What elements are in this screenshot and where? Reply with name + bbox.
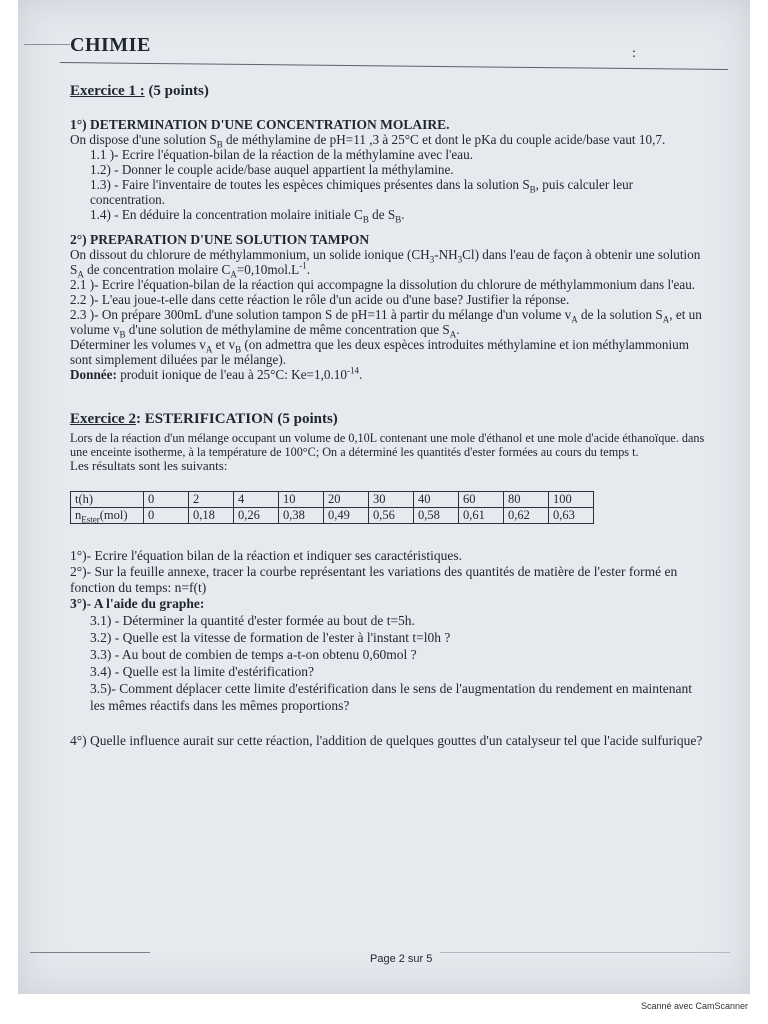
question-2-2: 2.2 )- L'eau joue-t-elle dans cette réaction le rôle d'un acide ou d'une base? Justifier la réponse. — [70, 292, 570, 307]
table-cell: 10 — [279, 492, 324, 508]
table-cell: 0,58 — [414, 508, 459, 524]
table-cell: 0 — [144, 492, 189, 508]
table-cell: 40 — [414, 492, 459, 508]
page-content — [70, 84, 710, 763]
question-1-4: 1.4) - En déduire la concentration molaire initiale $C_B$ de $S_B$. — [90, 207, 405, 225]
footer-rule — [440, 952, 730, 953]
question-2-1: 2.1 )- Ecrire l'équation-bilan de la réaction qui accompagne la dissolution du chlorure de méthylammonium dans l'eau. — [70, 277, 696, 292]
exercise-2-intro: Lors de la réaction d'un mélange occupant un volume de 0,10L contenant une mole d'éthanol et une mole d'acide éthanoïque. dans une enceinte isotherme, à la température de 100°C; On a déterminé les quantités d'ester formées au cours du temps t. — [70, 431, 705, 459]
table-cell: 100 — [549, 492, 594, 508]
table-cell: 0,38 — [279, 508, 324, 524]
table-cell: 2 — [189, 492, 234, 508]
row-label-time: t(h) — [71, 492, 144, 508]
question-ex2-3-2: 3.2) - Quelle est la vitesse de formation de l'ester à l'instant t=l0h ? — [90, 630, 451, 645]
table-cell: 0,62 — [504, 508, 549, 524]
header-mark: : — [632, 46, 636, 61]
table-cell: 0 — [144, 508, 189, 524]
question-1-2: 1.2) - Donner le couple acide/base auquel appartient la méthylamine. — [90, 162, 454, 177]
table-cell: 0,26 — [234, 508, 279, 524]
table-cell: 0,63 — [549, 508, 594, 524]
row-label-ester: $n_{Ester}(mol)$ — [71, 508, 144, 524]
table-cell: 30 — [369, 492, 414, 508]
question-ex2-4: 4°) Quelle influence aurait sur cette réaction, l'addition de quelques gouttes d'un catalyseur tel que l'acide sulfurique? — [70, 733, 703, 748]
scanner-watermark: Scanné avec CamScanner — [640, 1001, 748, 1011]
question-1-1: 1.1 )- Ecrire l'équation-bilan de la réaction de la méthylamine avec l'eau. — [90, 147, 473, 162]
question-2-3: 2.3 )- On prépare 300mL d'une solution tampon S de pH=11 à partir du mélange d'un volume $v_A$ de la solution $S_A$, et un volume $v_B$ d'une solution de méthylamine de même concentration que $S_A$. — [70, 307, 702, 340]
question-ex2-3-5: 3.5)- Comment déplacer cette limite d'estérification dans le sens de l'augmentation du rendement en maintenant les mêmes réactifs dans les mêmes proportions? — [90, 681, 693, 713]
results-table — [70, 491, 710, 524]
question-ex2-3-4: 3.4) - Quelle est la limite d'estérification? — [90, 664, 314, 679]
table-cell: 0,56 — [369, 508, 414, 524]
table-cell: 4 — [234, 492, 279, 508]
page-number: Page 2 sur 5 — [370, 953, 433, 965]
exercise-2-title: Exercice 2: ESTERIFICATION (5 points) — [70, 411, 338, 427]
question-ex2-3-3: 3.3) - Au bout de combien de temps a-t-on obtenu 0,60mol ? — [90, 647, 417, 662]
results-intro: Les résultats sont les suivants: — [70, 458, 228, 473]
question-ex2-2: 2°)- Sur la feuille annexe, tracer la courbe représentant les variations des quantités de matière de l'ester formé en fonction du temps: n=f(t) — [70, 564, 678, 595]
footer-dash — [30, 952, 150, 953]
table-cell: 60 — [459, 492, 504, 508]
subject-title: CHIMIE — [70, 34, 151, 56]
question-2-3-volumes: Déterminer les volumes $v_A$ et $v_B$ (on admettra que les deux espèces introduites méthylamine et ion méthylammonium sont simplement diluées par le mélange). — [70, 337, 690, 367]
question-ex2-3-1: 3.1) - Déterminer la quantité d'ester formée au bout de t=5h. — [90, 613, 415, 628]
header-dash — [24, 44, 70, 45]
question-1-3: 1.3) - Faire l'inventaire de toutes les espèces chimiques présentes dans la solution $S_B$, puis calculer leur concentration. — [90, 177, 634, 207]
given-data: Donnée: produit ionique de l'eau à 25°C: $Ke=1,0.10^{-14}$. — [70, 365, 363, 382]
section-1-title: 1°) DETERMINATION D'UNE CONCENTRATION MOLAIRE. — [70, 117, 450, 132]
table-cell: 0,61 — [459, 508, 504, 524]
section-1-intro: On dispose d'une solution $S_B$ de méthylamine de pH=11 ,3 à 25°C et dont le pKa du couple acide/base vaut 10,7. — [70, 132, 666, 150]
table-cell: 0,49 — [324, 508, 369, 524]
exercise-1-title: Exercice 1 : (5 points) — [70, 83, 209, 99]
table-cell: 20 — [324, 492, 369, 508]
section-2-title: 2°) PREPARATION D'UNE SOLUTION TAMPON — [70, 232, 370, 247]
table-row — [71, 508, 594, 524]
table-cell: 0,18 — [189, 508, 234, 524]
table-cell: 80 — [504, 492, 549, 508]
table-row — [71, 492, 594, 508]
question-ex2-3: 3°)- A l'aide du graphe: — [70, 596, 205, 611]
question-ex2-1: 1°)- Ecrire l'équation bilan de la réaction et indiquer ses caractéristiques. — [70, 548, 463, 563]
section-2-intro: On dissout du chlorure de méthylammonium, un solide ionique $(CH_3-NH_3Cl)$ dans l'eau de façon à obtenir une solution $S_A$ de concentration molaire $C_A=0,10mol.L^{-1}$. — [70, 247, 701, 280]
